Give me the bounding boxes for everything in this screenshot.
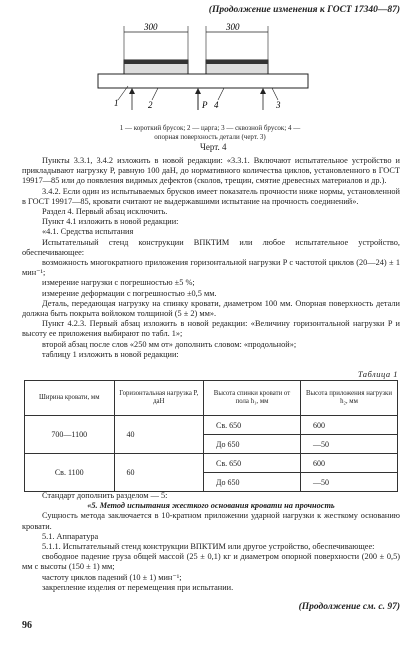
page-footer: (Продолжение см. с. 97) [298,602,400,612]
table-cell: 600 [301,454,398,473]
table-cell: 60 [114,454,204,492]
paragraph: 5.1. Аппаратура [42,531,99,541]
paragraph: Пункт 4.1 изложить в новой редакции: [42,217,179,227]
callout-3: 3 [276,100,281,110]
callout-2: 2 [148,100,153,110]
table-row [25,416,398,435]
table-header: Ширина кровати, мм [25,381,115,416]
paragraph: 3.4.2. Если один из испытываемых брусков имеет показатель прочности ниже нормы, установленной в ГОСТ 19917—85, кровати считают не выдержавшими испытание на прочность соединений». [22,186,400,206]
paragraph: Испытательный стенд конструкции ВПКТИМ или любое испытательное устройство, обеспечивающее: [22,237,400,257]
table-cell: Св. 650 [204,454,301,473]
callout-4: 4 [214,100,219,110]
svg-text:P: P [202,100,208,110]
paragraph: Стандарт дополнить разделом — 5: [42,491,168,500]
table-header: Высота приложения нагрузки h₂, мм [301,381,398,416]
page-number: 96 [22,620,32,631]
table-row [25,454,398,473]
table-cell: —50 [301,435,398,454]
body-text [22,156,400,360]
table-title: Таблица 1 [357,369,398,379]
table-cell: 600 [301,416,398,435]
figure-caption [60,124,360,141]
paragraph: «4.1. Средства испытания [42,227,134,237]
figure-number: Черт. 4 [200,142,227,152]
paragraph: Пункт 4.2.3. Первый абзац изложить в новой редакции: «Величину горизонтальной нагрузки P и высоту ее приложения выбирают по табл. 1»; [22,319,400,339]
caption-line-2: опорная поверхность детали (черт. 3) [154,132,266,141]
paragraph: 5.1.1. Испытательный стенд конструкции ВПКТИМ или другое устройство, обеспечивающее: [42,542,375,552]
paragraph: возможность многократного приложения горизонтальной нагрузки P с частотой циклов (20—24) ± 1 мин⁻¹; [22,258,400,278]
page-header: (Продолжение изменения к ГОСТ 17340—87) [208,5,400,15]
paragraph: закрепление изделия от перемещения при испытании. [42,582,234,592]
paragraph: измерение нагрузки с погрешностью ±5 %; [42,278,195,288]
paragraph: таблицу 1 изложить в новой редакции: [42,349,179,359]
table-cell: 700—1100 [25,416,115,454]
paragraph: Деталь, передающая нагрузку на спинку кровати, диаметром 100 мм. Опорная поверхность детали должна быть покрыта войлоком толщиной (5 ± 2) мм». [22,298,400,319]
paragraph: Пункты 3.3.1, 3.4.2 изложить в новой редакции: «3.3.1. Включают испытательное устройство и прикладывают нагрузку P, равную 100 даН, до нормативного количества циклов, установленного в ГОСТ 19917—85 или до появления видимых дефектов (сколов, трещин, смятие древесных материалов и др.). [22,156,400,186]
table-cell: Св. 1100 [25,454,115,492]
table-cell: 40 [114,416,204,454]
paragraph: измерение деформации с погрешностью ±0,5 мм. [42,288,217,298]
table-header: Горизонтальная нагрузка P, даН [114,381,204,416]
paragraph: частоту циклов падений (10 ± 1) мин⁻¹; [42,572,182,582]
table-cell: —50 [301,473,398,492]
paragraph: свободное падение груза общей массой (25 ± 0,1) кг и диаметром опорной поверхности (200 ± 0,5) мм с высоты (150 ± 1) мм; [22,552,400,572]
paragraph: второй абзац после слов «250 мм от» дополнить словом: «продольной»; [42,339,297,349]
callout-1: 1 [114,98,119,108]
paragraph: Сущность метода заключается в 10-кратном приложении ударной нагрузки к жесткому основанию кровати. [22,511,400,531]
table-cell: До 650 [204,435,301,454]
table-cell: Св. 650 [204,416,301,435]
paragraph: Раздел 4. Первый абзац исключить. [42,207,168,217]
dim-left-label: 300 [144,22,158,32]
section-heading: «5. Метод испытания жесткого основания кровати на прочность [87,501,335,511]
caption-line-1: 1 — короткий брусок; 2 — царга; 3 — сквозной брусок; 4 — [119,124,301,132]
figure-drawing [88,20,328,120]
body-text-section-5 [22,491,400,593]
dim-right-label: 300 [226,22,240,32]
table-cell: До 650 [204,473,301,492]
table-header: Высота спинки кровати от пола h₁, мм [204,381,301,416]
spec-table [24,380,398,492]
table-header-row [25,381,398,416]
